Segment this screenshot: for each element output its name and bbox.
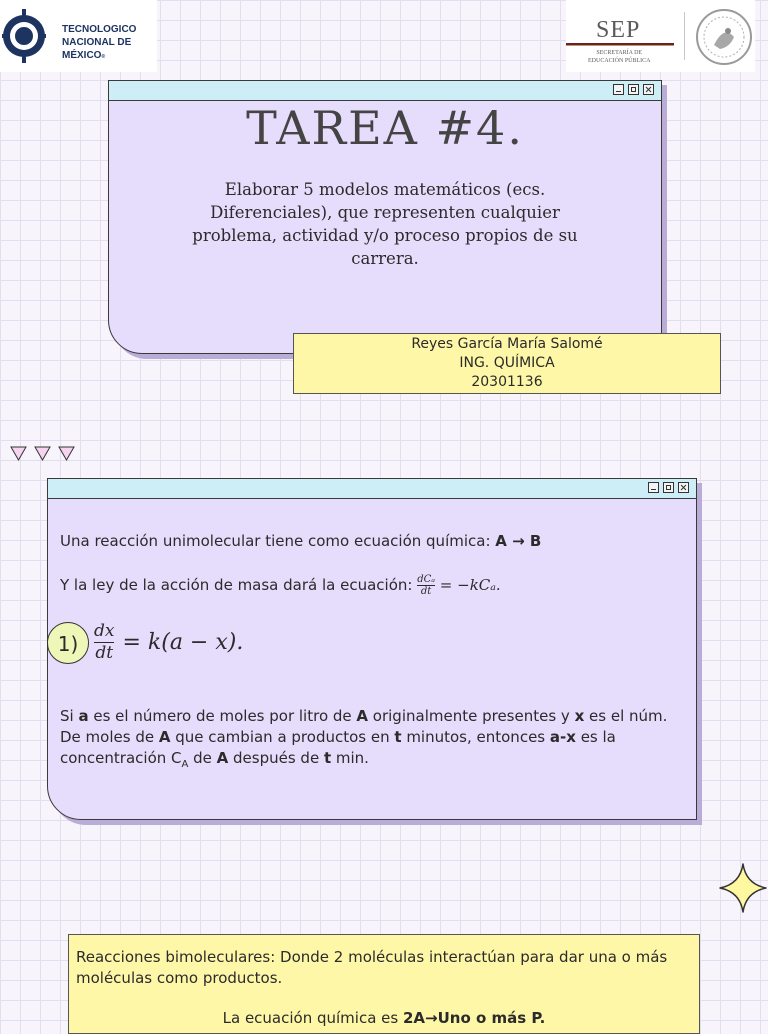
tecnm-wordmark: TECNOLOGICO NACIONAL DE MÉXICO® — [62, 24, 137, 61]
triangle-icon — [58, 446, 75, 461]
sep-wordmark: SEP — [596, 17, 641, 43]
variables-paragraph: Si a es el número de moles por litro de A originalmente presentes y x es el núm. De moles de A que cambian a productos en t minutos, entonces a-x es la concentración $C_A$ de A después de t min. — [60, 707, 668, 770]
assignment-description: Elaborar 5 modelos matemáticos (ecs. Diferenciales), que representen cualquier problema, actividad y/o proceso propios de su carrera. — [192, 180, 578, 268]
sep-subtitle: SECRETARÍA DE EDUCACIÓN PÚBLICA — [588, 50, 651, 64]
model-window — [47, 478, 697, 820]
tecnm-seal-icon — [2, 3, 46, 69]
bimolecular-equation: La ecuación química es 2A→Uno o más P. — [222, 1009, 546, 1027]
mexico-crest-icon — [694, 7, 754, 67]
close-icon — [678, 482, 689, 493]
window-titlebar — [48, 479, 696, 499]
bimolecular-box — [68, 934, 700, 1034]
sparkle-icon — [718, 862, 768, 914]
page-title: TAREA #4. — [246, 101, 524, 155]
triangle-icon — [10, 446, 27, 461]
model-number-badge: 1) — [47, 622, 89, 664]
maximize-icon — [628, 84, 639, 95]
tecnm-logo — [0, 0, 157, 72]
sep-divider — [684, 12, 685, 60]
student-id: 20301136 — [471, 374, 543, 390]
bimolecular-text: Reacciones bimoleculares: Donde 2 moléculas interactúan para dar una o más moléculas como productos. — [76, 948, 668, 987]
sep-bar-gold — [566, 45, 674, 46]
student-info-box — [293, 333, 721, 394]
title-window — [108, 80, 662, 354]
close-icon — [643, 84, 654, 95]
reaction-paragraph: Una reacción unimolecular tiene como ecuación química: A → B — [60, 532, 542, 550]
window-titlebar — [109, 81, 661, 101]
model-equation: $\frac{dx}{dt}$ = k(a − x). — [94, 621, 244, 664]
minimize-icon — [613, 84, 624, 95]
sep-logo — [566, 0, 755, 72]
minimize-icon — [648, 482, 659, 493]
student-name: Reyes García María Salomé — [411, 336, 603, 352]
mass-action-paragraph: Y la ley de la acción de masa dará la ecuación: dCₐ dt = −kCₐ. — [60, 574, 501, 597]
rate-fraction: dCₐ dt — [417, 574, 436, 597]
student-program: ING. QUÍMICA — [459, 355, 555, 371]
decorative-triangles — [10, 446, 75, 461]
maximize-icon — [663, 482, 674, 493]
triangle-icon — [34, 446, 51, 461]
